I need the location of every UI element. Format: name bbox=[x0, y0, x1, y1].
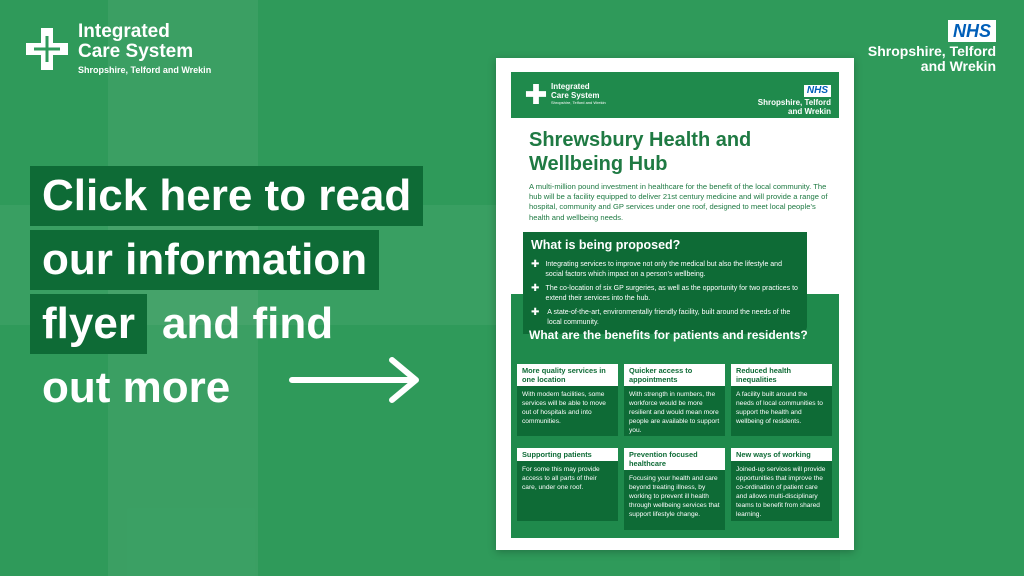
proposed-item bbox=[531, 308, 801, 327]
nhs-region-line1: Shropshire, Telford bbox=[867, 43, 996, 59]
flyer-title-line1: Shrewsbury Health and bbox=[529, 129, 752, 151]
ics-logo bbox=[24, 22, 211, 76]
nhs-logo bbox=[868, 20, 996, 74]
flyer-title-line2: Wellbeing Hub bbox=[529, 153, 668, 175]
ics-logo-line1: Integrated bbox=[78, 21, 170, 42]
flyer-nhs-region1: Shropshire, Telford bbox=[757, 98, 831, 107]
cta-line-2[interactable]: our information bbox=[30, 230, 379, 290]
ics-cross-icon bbox=[24, 26, 70, 72]
benefit-card-body: Focusing your health and care beyond treating illness, by working to prevent ill health through wellbeing services that support lifestyle change. bbox=[624, 470, 725, 530]
cta-line-1[interactable]: Click here to read bbox=[30, 166, 423, 226]
ics-logo-line3: Shropshire, Telford and Wrekin bbox=[78, 65, 212, 75]
ics-cross-icon bbox=[525, 83, 547, 105]
cta-line-3b[interactable]: and find bbox=[162, 299, 334, 348]
benefit-card bbox=[624, 364, 725, 436]
flyer-intro: A multi-million pound investment in healthcare for the benefit of the local community. The hub will be a facility equipped to deliver 21st century medicine and will provide a range of hospital, community and GP services under one roof, designed to meet local people’s health and wellbeing needs. bbox=[529, 182, 828, 222]
benefit-card bbox=[517, 448, 618, 521]
cross-bullet-icon: ✚ bbox=[531, 259, 540, 270]
flyer-page bbox=[511, 72, 839, 538]
benefit-card-title: Supporting patients bbox=[517, 448, 618, 461]
benefits-heading: What are the benefits for patients and residents? bbox=[529, 328, 808, 342]
proposed-item-text: The co-location of six GP surgeries, as well as the opportunity for two practices to extend their services into the hub. bbox=[545, 285, 798, 302]
benefit-card bbox=[731, 364, 832, 436]
benefit-card-body: With strength in numbers, the workforce would be more resilient and would mean more people are available to support you. bbox=[624, 386, 725, 436]
proposed-item bbox=[531, 284, 801, 303]
flyer-ics-logo bbox=[525, 82, 606, 105]
flyer-logo-line1: Integrated bbox=[551, 82, 590, 91]
proposed-item-text: Integrating services to improve not only the medical but also the lifestyle and social factors which impact on a person’s wellbeing. bbox=[545, 261, 782, 278]
proposed-heading: What is being proposed? bbox=[531, 238, 681, 252]
benefit-card bbox=[517, 364, 618, 436]
benefit-card-body: For some this may provide access to all parts of their care, under one roof. bbox=[517, 461, 618, 521]
cta-line-4[interactable]: out more bbox=[42, 363, 231, 412]
nhs-badge: NHS bbox=[948, 20, 996, 42]
benefit-card-title: New ways of working bbox=[731, 448, 832, 461]
benefit-card-body: A facility built around the needs of local communities to support the health and wellbeing of residents. bbox=[731, 386, 832, 436]
information-flyer[interactable] bbox=[496, 58, 854, 550]
flyer-nhs-logo bbox=[758, 80, 831, 116]
benefit-card-body: With modern facilities, some services will be able to move out of hospitals and into communities. bbox=[517, 386, 618, 436]
proposed-item bbox=[531, 260, 801, 279]
benefit-card-title: More quality services in one location bbox=[517, 364, 618, 386]
flyer-nhs-region2: and Wrekin bbox=[788, 107, 831, 116]
ics-logo-line2: Care System bbox=[78, 41, 194, 62]
benefit-card-title: Reduced health inequalities bbox=[731, 364, 832, 386]
flyer-logo-line3: Shropshire, Telford and Wrekin bbox=[551, 100, 606, 105]
cross-bullet-icon: ✚ bbox=[531, 283, 540, 294]
benefit-card-title: Prevention focused healthcare bbox=[624, 448, 725, 470]
benefit-card-body: Joined-up services will provide opportunities that improve the co-ordination of patient care and allows multi-disciplinary teams to benefit from shared learning. bbox=[731, 461, 832, 521]
proposed-item-text: A state-of-the-art, environmentally friendly facility, built around the needs of the local community. bbox=[547, 309, 791, 326]
cross-bullet-icon: ✚ bbox=[531, 307, 540, 318]
nhs-region-line2: and Wrekin bbox=[920, 58, 996, 74]
flyer-logo-line2: Care System bbox=[551, 91, 600, 100]
benefit-card bbox=[731, 448, 832, 521]
flyer-header bbox=[511, 72, 839, 118]
proposed-panel bbox=[523, 232, 807, 334]
benefit-card bbox=[624, 448, 725, 530]
flyer-nhs-badge: NHS bbox=[804, 85, 831, 97]
benefit-card-title: Quicker access to appointments bbox=[624, 364, 725, 386]
right-arrow-icon[interactable] bbox=[288, 355, 428, 405]
cta-line-3a[interactable]: flyer bbox=[30, 294, 147, 354]
